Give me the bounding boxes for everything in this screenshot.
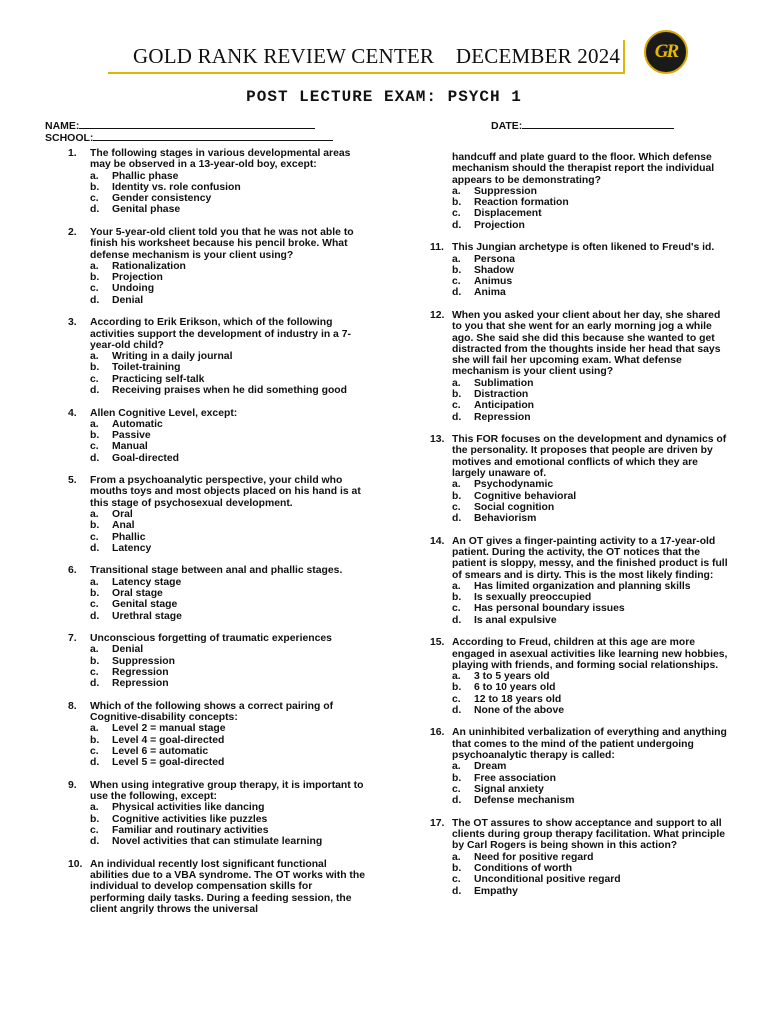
option-letter: b. — [90, 430, 100, 442]
question-item — [68, 780, 368, 848]
question-number: 14. — [430, 535, 445, 547]
question-number: 3. — [68, 317, 77, 329]
question-text: Transitional stage between anal and phallic stages. — [90, 565, 343, 577]
option-text: Anal — [112, 520, 135, 532]
option-letter: c. — [90, 193, 99, 205]
question-number: 6. — [68, 565, 77, 577]
question-number: 13. — [430, 434, 445, 446]
option-text: Unconditional positive regard — [474, 874, 621, 886]
option-letter: a. — [452, 580, 461, 592]
answer-option — [90, 520, 368, 531]
answer-option — [452, 852, 730, 863]
right-column — [430, 152, 730, 908]
option-letter: d. — [90, 610, 100, 622]
option-letter: c. — [452, 693, 461, 705]
answer-option — [452, 592, 730, 603]
answer-option — [90, 374, 368, 385]
option-letter: d. — [452, 513, 462, 525]
question-item — [430, 637, 730, 716]
option-text: Oral — [112, 509, 133, 521]
option-text: 3 to 5 years old — [474, 671, 550, 683]
question-item — [68, 701, 368, 769]
option-letter: a. — [90, 802, 99, 814]
option-text: Rationalization — [112, 260, 186, 272]
option-letter: d. — [452, 411, 462, 423]
answer-options — [90, 351, 368, 396]
school-field — [45, 130, 333, 144]
question-item — [430, 818, 730, 897]
answer-option — [90, 351, 368, 362]
option-text: Identity vs. role confusion — [112, 181, 241, 193]
option-text: 6 to 10 years old — [474, 682, 556, 694]
option-text: Novel activities that can stimulate learning — [112, 836, 323, 848]
school-label: SCHOOL: — [45, 132, 94, 144]
option-letter: b. — [452, 389, 462, 401]
option-letter: c. — [452, 501, 461, 513]
answer-option — [90, 543, 368, 554]
answer-option — [90, 757, 368, 768]
answer-option — [452, 581, 730, 592]
option-letter: a. — [452, 479, 461, 491]
answer-option — [452, 287, 730, 298]
option-text: Conditions of worth — [474, 862, 573, 874]
option-letter: b. — [452, 490, 462, 502]
question-number: 4. — [68, 407, 77, 419]
answer-option — [452, 276, 730, 287]
answer-option — [90, 836, 368, 847]
option-text: Psychodynamic — [474, 479, 554, 491]
answer-options — [90, 644, 368, 689]
option-letter: d. — [90, 452, 100, 464]
answer-option — [90, 193, 368, 204]
option-text: Suppression — [474, 185, 537, 197]
option-text: Displacement — [474, 208, 542, 220]
answer-options — [90, 171, 368, 216]
option-text: Denial — [112, 294, 144, 306]
option-text: Receiving praises when he did something good — [112, 385, 347, 397]
header-title: GOLD RANK REVIEW CENTER DECEMBER 2024 — [133, 44, 621, 68]
option-text: Free association — [474, 772, 557, 784]
option-text: Level 6 = automatic — [112, 745, 209, 757]
question-number: 16. — [430, 727, 445, 739]
option-text: Projection — [112, 272, 163, 284]
answer-option — [90, 441, 368, 452]
left-column — [68, 148, 368, 926]
option-letter: d. — [452, 795, 462, 807]
option-text: Writing in a daily journal — [112, 351, 233, 363]
answer-option — [452, 412, 730, 423]
answer-options — [452, 761, 730, 806]
question-text: Allen Cognitive Level, except: — [90, 407, 238, 419]
option-letter: b. — [452, 682, 462, 694]
answer-option — [452, 197, 730, 208]
option-text: Anticipation — [474, 400, 535, 412]
option-letter: b. — [452, 264, 462, 276]
question-text: Unconscious forgetting of traumatic experiences — [90, 633, 332, 645]
option-letter: b. — [90, 272, 100, 284]
option-letter: a. — [452, 253, 461, 265]
option-letter: d. — [90, 385, 100, 397]
option-text: Dream — [474, 761, 507, 773]
answer-option — [90, 182, 368, 193]
answer-option — [452, 265, 730, 276]
answer-option — [90, 430, 368, 441]
option-letter: a. — [90, 509, 99, 521]
name-line — [79, 118, 315, 129]
question-item — [68, 148, 368, 216]
answer-option — [452, 603, 730, 614]
answer-options — [452, 254, 730, 299]
option-text: Genital stage — [112, 599, 178, 611]
option-letter: a. — [90, 170, 99, 182]
option-text: Phallic phase — [112, 170, 179, 182]
answer-option — [452, 671, 730, 682]
answer-option — [90, 588, 368, 599]
option-text: Physical activities like dancing — [112, 802, 265, 814]
question-item — [68, 227, 368, 306]
option-text: Regression — [112, 667, 169, 678]
question-text: Your 5-year-old client told you that he was not able to finish his worksheet because his pencil broke. What defense mechanism is your client using? — [90, 226, 354, 261]
option-text: None of the above — [474, 705, 565, 716]
option-letter: a. — [452, 185, 461, 197]
answer-options — [452, 852, 730, 897]
option-letter: a. — [452, 671, 461, 683]
answer-option — [452, 502, 730, 513]
option-text: Social cognition — [474, 501, 555, 513]
option-text: Passive — [112, 430, 151, 442]
option-letter: a. — [90, 644, 99, 656]
option-text: Familiar and routinary activities — [112, 824, 269, 836]
answer-option — [90, 814, 368, 825]
option-text: Anima — [474, 287, 506, 299]
answer-option — [452, 186, 730, 197]
answer-option — [90, 295, 368, 306]
option-text: Cognitive behavioral — [474, 490, 577, 502]
question-text: An uninhibited verbalization of everything and anything that comes to the mind of the patient undergoing psychoanalytic therapy is called: — [452, 727, 727, 762]
answer-option — [90, 453, 368, 464]
answer-option — [452, 874, 730, 885]
answer-option — [452, 694, 730, 705]
answer-option — [452, 784, 730, 795]
option-letter: c. — [452, 400, 461, 412]
option-letter: b. — [452, 592, 462, 604]
option-text: Goal-directed — [112, 452, 179, 464]
answer-option — [90, 825, 368, 836]
question-text: The OT assures to show acceptance and support to all clients during group therapy facilitation. What principle by Carl Rogers is being shown in this action? — [452, 817, 726, 852]
option-text: Level 4 = goal-directed — [112, 734, 225, 746]
option-letter: c. — [90, 441, 99, 453]
question-text: According to Freud, children at this age are more engaged in asexual activities like learning new hobbies, playing with friends, and forming social relationships. — [452, 637, 728, 671]
answer-option — [90, 283, 368, 294]
question-item — [430, 242, 730, 298]
answer-option — [90, 599, 368, 610]
answer-options — [90, 509, 368, 554]
question-text: When using integrative group therapy, it is important to use the following, except: — [90, 779, 364, 803]
question-item — [430, 434, 730, 524]
answer-options — [452, 479, 730, 524]
answer-option — [452, 773, 730, 784]
answer-options — [90, 723, 368, 768]
option-letter: d. — [90, 204, 100, 216]
question-number: 2. — [68, 226, 77, 238]
option-letter: b. — [90, 734, 100, 746]
option-letter: d. — [452, 219, 462, 231]
option-letter: d. — [452, 614, 462, 626]
answer-option — [90, 667, 368, 678]
option-letter: d. — [90, 542, 100, 554]
option-text: Persona — [474, 253, 516, 265]
option-letter: c. — [90, 283, 99, 295]
answer-option — [90, 532, 368, 543]
question-item — [430, 727, 730, 806]
option-text: Denial — [112, 644, 144, 656]
question-number: 5. — [68, 475, 77, 487]
logo-text: GR — [654, 41, 678, 62]
option-text: Reaction formation — [474, 197, 569, 209]
option-text: Practicing self-talk — [112, 373, 205, 385]
option-letter: d. — [90, 757, 100, 769]
option-letter: b. — [90, 362, 100, 374]
page-header — [0, 30, 768, 80]
option-letter: c. — [90, 745, 99, 757]
option-letter: b. — [90, 588, 100, 600]
answer-option — [90, 746, 368, 757]
answer-option — [90, 678, 368, 689]
option-text: Signal anxiety — [474, 783, 544, 795]
answer-option — [90, 171, 368, 182]
gold-rank-logo — [644, 30, 688, 74]
option-letter: a. — [90, 418, 99, 430]
option-letter: c. — [452, 208, 461, 220]
answer-option — [452, 682, 730, 693]
question-10-continued — [430, 152, 730, 231]
question-number: 7. — [68, 633, 77, 645]
answer-option — [452, 886, 730, 897]
answer-option — [452, 863, 730, 874]
question-text: An OT gives a finger-painting activity to a 17-year-old patient. During the activity, the OT notices that the patient is sloppy, messy, and the finished product is full of smears and is dirty. This is the most likely finding: — [452, 535, 728, 581]
option-text: Is sexually preoccupied — [474, 592, 592, 604]
option-text: Defense mechanism — [474, 795, 575, 807]
exam-title: POST LECTURE EXAM: PSYCH 1 — [246, 88, 522, 106]
question-text: The following stages in various developmental areas may be observed in a 13-year-old boy, except: — [90, 148, 351, 171]
option-letter: c. — [452, 783, 461, 795]
answer-option — [90, 419, 368, 430]
option-text: Oral stage — [112, 588, 163, 600]
answer-option — [90, 362, 368, 373]
date-label: DATE: — [491, 120, 523, 132]
option-letter: c. — [452, 874, 461, 886]
option-letter: c. — [90, 531, 99, 543]
option-letter: b. — [452, 772, 462, 784]
option-text: Manual — [112, 441, 148, 453]
question-number: 1. — [68, 148, 77, 159]
question-item — [68, 859, 368, 915]
answer-options — [452, 581, 730, 626]
option-text: Cognitive activities like puzzles — [112, 813, 268, 825]
question-text: According to Erik Erikson, which of the following activities support the development of industry in a 7-year-old child? — [90, 317, 351, 351]
option-text: Need for positive regard — [474, 851, 594, 863]
option-letter: c. — [90, 373, 99, 385]
option-letter: d. — [452, 885, 462, 897]
option-letter: b. — [90, 181, 100, 193]
option-text: Automatic — [112, 418, 163, 430]
header-divider — [623, 40, 625, 74]
option-text: Latency stage — [112, 576, 182, 588]
option-text: Has limited organization and planning skills — [474, 580, 691, 592]
answer-option — [452, 491, 730, 502]
option-letter: a. — [90, 351, 99, 363]
answer-options — [452, 671, 730, 716]
answer-options — [90, 261, 368, 306]
option-text: Is anal expulsive — [474, 614, 557, 626]
option-text: Level 5 = goal-directed — [112, 757, 225, 769]
question-item — [68, 633, 368, 689]
question-text: From a psychoanalytic perspective, your child who mouths toys and most objects placed on his hand is at this stage of psychosexual development. — [90, 475, 361, 509]
option-letter: b. — [452, 197, 462, 209]
answer-option — [452, 378, 730, 389]
answer-option — [452, 513, 730, 524]
option-letter: c. — [90, 667, 99, 678]
option-text: Projection — [474, 219, 525, 231]
date-field — [491, 118, 674, 132]
answer-option — [452, 479, 730, 490]
question-number: 8. — [68, 700, 77, 712]
option-text: Behaviorism — [474, 513, 537, 525]
option-text: Genital phase — [112, 204, 181, 216]
option-text: Gender consistency — [112, 193, 212, 205]
question-item — [68, 475, 368, 554]
question-text: This Jungian archetype is often likened to Freud's id. — [452, 242, 715, 254]
question-number: 9. — [68, 779, 77, 791]
answer-option — [90, 272, 368, 283]
answer-option — [90, 204, 368, 215]
option-letter: c. — [452, 603, 461, 615]
question-text: This FOR focuses on the development and dynamics of the personality. It proposes that people are driven by motives and emotional conflicts of which they are largely unaware of. — [452, 434, 727, 479]
answer-option — [452, 389, 730, 400]
answer-option — [90, 611, 368, 622]
answer-option — [452, 615, 730, 626]
answer-option — [90, 656, 368, 667]
option-letter: a. — [452, 377, 461, 389]
answer-option — [90, 802, 368, 813]
option-text: Shadow — [474, 264, 514, 276]
answer-options — [90, 802, 368, 847]
option-text: Distraction — [474, 389, 529, 401]
option-letter: b. — [452, 862, 462, 874]
option-letter: c. — [90, 599, 99, 611]
answer-option — [452, 400, 730, 411]
question-item — [68, 565, 368, 621]
option-letter: d. — [90, 294, 100, 306]
option-text: Has personal boundary issues — [474, 603, 625, 615]
question-number: 17. — [430, 817, 445, 829]
option-text: Repression — [474, 411, 531, 423]
question-item — [430, 536, 730, 626]
question-item — [430, 310, 730, 423]
option-letter: b. — [90, 655, 100, 667]
answer-option — [90, 509, 368, 520]
name-label: NAME: — [45, 120, 80, 132]
option-text: Latency — [112, 542, 152, 554]
answer-option — [452, 220, 730, 231]
option-text: Animus — [474, 276, 513, 288]
question-text: An individual recently lost significant functional abilities due to a VBA syndrome. The OT works with the individual to develop compensation skills for performing daily tasks. During a feeding session, the client angrily throws the universal — [90, 858, 366, 915]
answer-option — [90, 644, 368, 655]
answer-option — [90, 577, 368, 588]
question-item — [68, 317, 368, 396]
date-line — [522, 118, 674, 129]
question-text: When you asked your client about her day, she shared to you that she went for an early morning jog a while ago. She said she did this because she wanted to get distracted from the thoughts inside her head that says she will fail her upcoming exam. What defense mechanism is your client using? — [452, 309, 721, 378]
answer-option — [90, 261, 368, 272]
option-letter: d. — [90, 836, 100, 848]
option-text: Empathy — [474, 885, 518, 897]
option-text: Urethral stage — [112, 610, 182, 622]
option-letter: a. — [90, 723, 99, 735]
option-letter: d. — [452, 287, 462, 299]
question-text: Which of the following shows a correct pairing of Cognitive-disability concepts: — [90, 700, 334, 724]
answer-options — [90, 419, 368, 464]
question-number: 11. — [430, 242, 444, 254]
option-text: Suppression — [112, 655, 175, 667]
option-text: Undoing — [112, 283, 155, 295]
answer-option — [452, 208, 730, 219]
question-10-continued-text: handcuff and plate guard to the floor. Which defense mechanism should the therapist report the individual appears to be demonstrating? — [452, 152, 715, 186]
answer-options — [452, 378, 730, 423]
option-letter: a. — [90, 260, 99, 272]
option-text: Repression — [112, 678, 169, 690]
option-text: 12 to 18 years old — [474, 693, 562, 705]
answer-option — [452, 705, 730, 716]
question-item — [68, 408, 368, 464]
option-letter: d. — [452, 705, 462, 716]
question-10-options — [452, 186, 730, 231]
option-text: Toilet-training — [112, 362, 181, 374]
answer-option — [90, 735, 368, 746]
option-text: Sublimation — [474, 377, 534, 389]
question-number: 15. — [430, 637, 445, 649]
option-letter: d. — [90, 678, 100, 690]
answer-option — [90, 385, 368, 396]
option-letter: c. — [90, 824, 99, 836]
option-text: Level 2 = manual stage — [112, 723, 226, 735]
answer-option — [452, 254, 730, 265]
option-letter: b. — [90, 813, 100, 825]
answer-options — [90, 577, 368, 622]
option-text: Phallic — [112, 531, 146, 543]
option-letter: a. — [452, 761, 461, 773]
question-number: 12. — [430, 309, 445, 321]
answer-option — [90, 723, 368, 734]
answer-option — [452, 761, 730, 772]
answer-option — [452, 795, 730, 806]
header-underline — [108, 72, 625, 74]
school-line — [93, 130, 333, 141]
question-number: 10. — [68, 858, 83, 870]
option-letter: a. — [90, 576, 99, 588]
option-letter: b. — [90, 520, 100, 532]
option-letter: c. — [452, 276, 461, 288]
option-letter: a. — [452, 851, 461, 863]
